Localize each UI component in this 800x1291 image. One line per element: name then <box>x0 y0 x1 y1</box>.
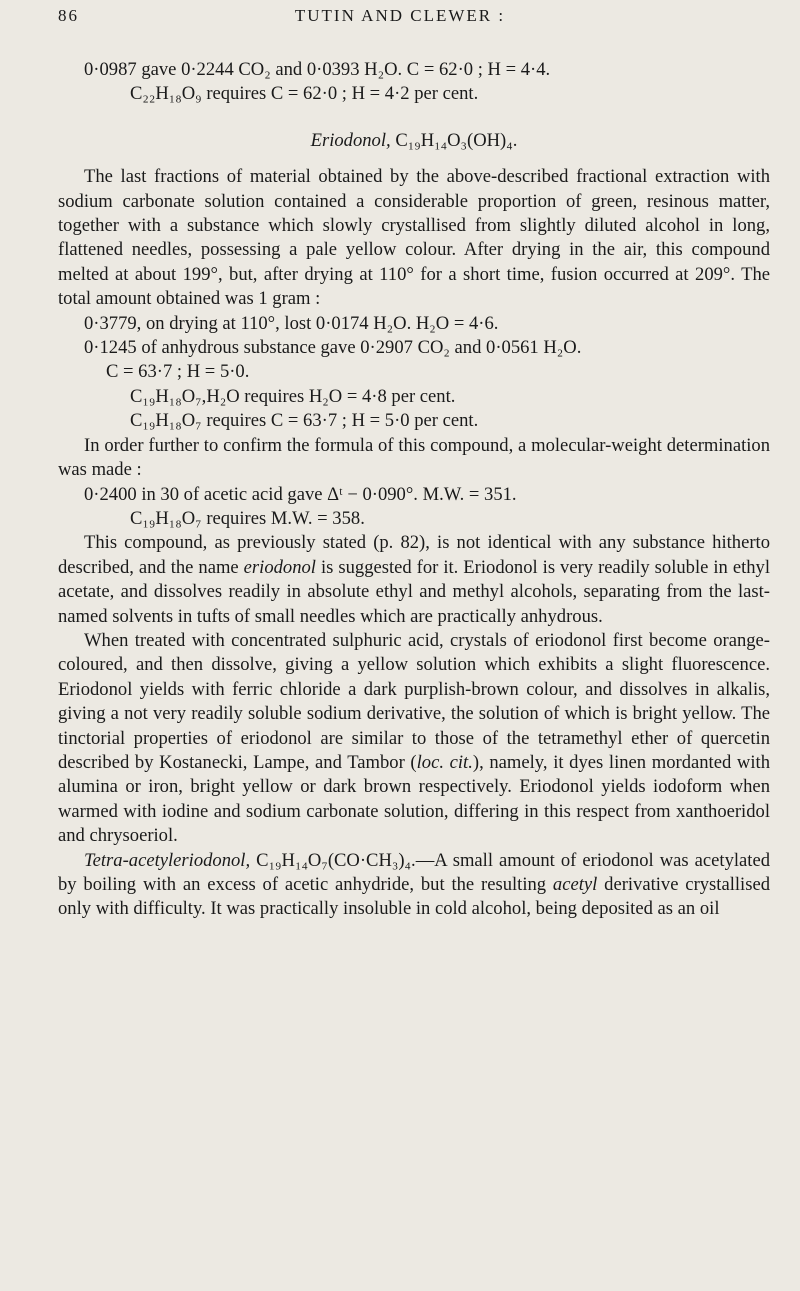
analysis-line: C = 63·7 ; H = 5·0. <box>106 361 250 383</box>
citation: loc. cit. <box>416 751 473 773</box>
analysis-line: 0·0987 gave 0·2244 CO₂ and 0·0393 H₂O. C = 62·0 ; H = 4·4. <box>84 59 551 80</box>
compound-name: Tetra-acetyleriodonol, <box>84 849 251 871</box>
analysis-line: 0·2400 in 30 of acetic acid gave Δᵗ − 0·090°. M.W. = 351. <box>84 483 517 505</box>
running-title: TUTIN AND CLEWER : <box>294 6 506 25</box>
text-run: is suggested for it. Eriodonol is very readily soluble in ethyl acetate, and dissolves readily in absolute ethyl and methyl alcohols, separating from the last-named solvents in tufts of small needles which are practically anhydrous. <box>58 556 771 627</box>
text-run: derivative crystallised only with difficulty. It was practically insoluble in cold alcohol, being deposited as an oil <box>58 874 770 920</box>
compound-name: Eriodonol, <box>310 129 391 151</box>
italic-term: acetyl <box>552 874 598 895</box>
paragraph <box>58 629 770 849</box>
compound-formula: C₁₉H₁₄O₇(CO·CH₃)₄. <box>256 849 416 871</box>
compound-formula: C₁₉H₁₄O₃(OH)₄. <box>395 129 518 151</box>
paragraph <box>58 531 770 629</box>
italic-term: eriodonol <box>243 556 316 578</box>
paragraph: The last fractions of material obtained by the above-described fractional extraction with sodium carbonate solution contained a considerable proportion of green, resinous matter, together with a substance which slowly crystallised from slightly diluted alcohol in long, flattened needles, possessing a pale yellow colour. After drying in the air, this compound melted at about 199°, but, after drying at 110° for a short time, fusion occurred at 209°. The total amount obtained was 1 gram : <box>58 166 770 310</box>
page-number: 86 <box>58 6 79 25</box>
text-run: ), namely, it dyes linen mordanted with alumina or iron, bright yellow or dark brown respectively. Eriodonol yields iodoform when warmed with iodine and sodium carbonate solution, differing in this respect from xanthoeridol and chrysoeriol. <box>58 751 770 847</box>
analysis-line: C₁₉H₁₈O₇ requires C = 63·7 ; H = 5·0 per cent. <box>130 410 479 432</box>
analysis-line: 0·3779, on drying at 110°, lost 0·0174 H₂O. H₂O = 4·6. <box>84 312 499 334</box>
text-run: This compound, as previously stated (p. 82), is not identical with any substance hitherto described, and the name <box>58 532 770 578</box>
analysis-line: C₁₉H₁₈O₇ requires M.W. = 358. <box>130 507 365 529</box>
compound-heading <box>58 129 770 153</box>
page-body <box>58 58 770 922</box>
paragraph <box>58 849 770 922</box>
text-run: —A small amount of eriodonol was acetylated by boiling with an excess of acetic anhydride, but the resulting <box>58 849 770 895</box>
running-header <box>58 6 742 32</box>
text-run: When treated with concentrated sulphuric acid, crystals of eriodonol first become orange-coloured, and then dissolve, giving a yellow solution which exhibits a slight fluorescence. Eriodonol yields with ferric chloride a dark purplish-brown colour, and dissolves in alkalis, giving a not very readily soluble sodium derivative, the solution of which is bright yellow. The tinctorial properties of eriodonol are similar to those of the tetramethyl ether of quercetin described by Kostanecki, Lampe, and Tambor ( <box>58 629 770 773</box>
analysis-line: C₂₂H₁₈O₉ requires C = 62·0 ; H = 4·2 per cent. <box>130 83 479 105</box>
analysis-line: C₁₉H₁₈O₇,H₂O requires H₂O = 4·8 per cent. <box>130 385 456 407</box>
paragraph: In order further to confirm the formula of this compound, a molecular-weight determination was made : <box>58 434 770 481</box>
analysis-line: 0·1245 of anhydrous substance gave 0·2907 CO₂ and 0·0561 H₂O. <box>84 337 582 359</box>
